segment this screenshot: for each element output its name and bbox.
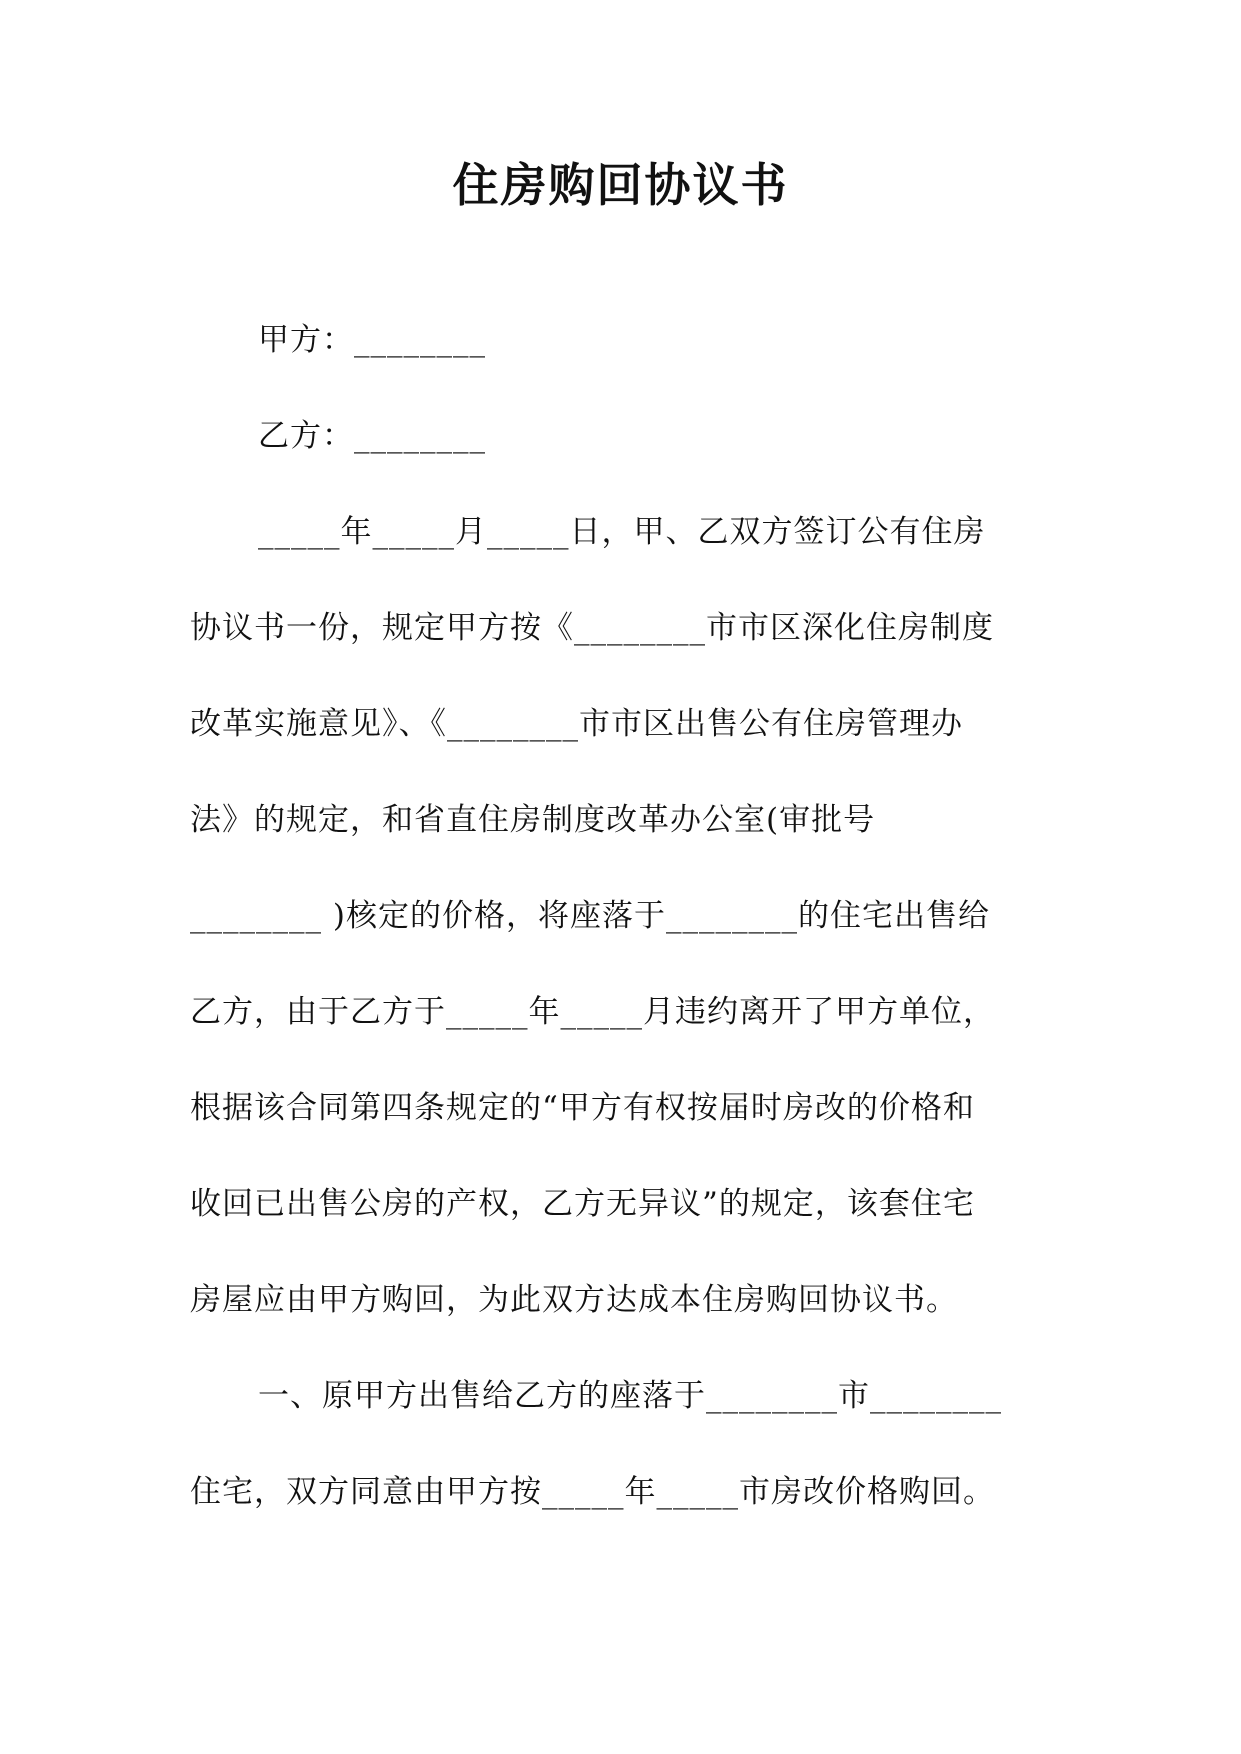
paragraph-line: 乙方，由于乙方于_____年_____月违约离开了甲方单位， <box>190 994 995 1030</box>
document-title: 住房购回协议书 <box>452 158 789 212</box>
paragraph-line: 改革实施意见》、《________市市区出售公有住房管理办 <box>190 706 963 742</box>
party-b-line: 乙方：________ <box>258 418 486 454</box>
paragraph-line: 协议书一份，规定甲方按《________市市区深化住房制度 <box>190 610 994 646</box>
clause-one-line: 住宅，双方同意由甲方按_____年_____市房改价格购回。 <box>190 1474 995 1510</box>
party-a-line: 甲方：________ <box>258 322 486 358</box>
clause-one-line: 一、原甲方出售给乙方的座落于________市________ <box>258 1378 1002 1414</box>
paragraph-line: 收回已出售公房的产权，乙方无异议”的规定，该套住宅 <box>190 1186 975 1222</box>
paragraph-line: 法》的规定，和省直住房制度改革办公室(审批号 <box>190 802 876 838</box>
paragraph-line: ________ )核定的价格，将座落于________的住宅出售给 <box>190 898 990 934</box>
paragraph-line: _____年_____月_____日，甲、乙双方签订公有住房 <box>258 514 986 550</box>
paragraph-line: 房屋应由甲方购回，为此双方达成本住房购回协议书。 <box>190 1282 958 1318</box>
paragraph-line: 根据该合同第四条规定的“甲方有权按届时房改的价格和 <box>190 1090 975 1126</box>
